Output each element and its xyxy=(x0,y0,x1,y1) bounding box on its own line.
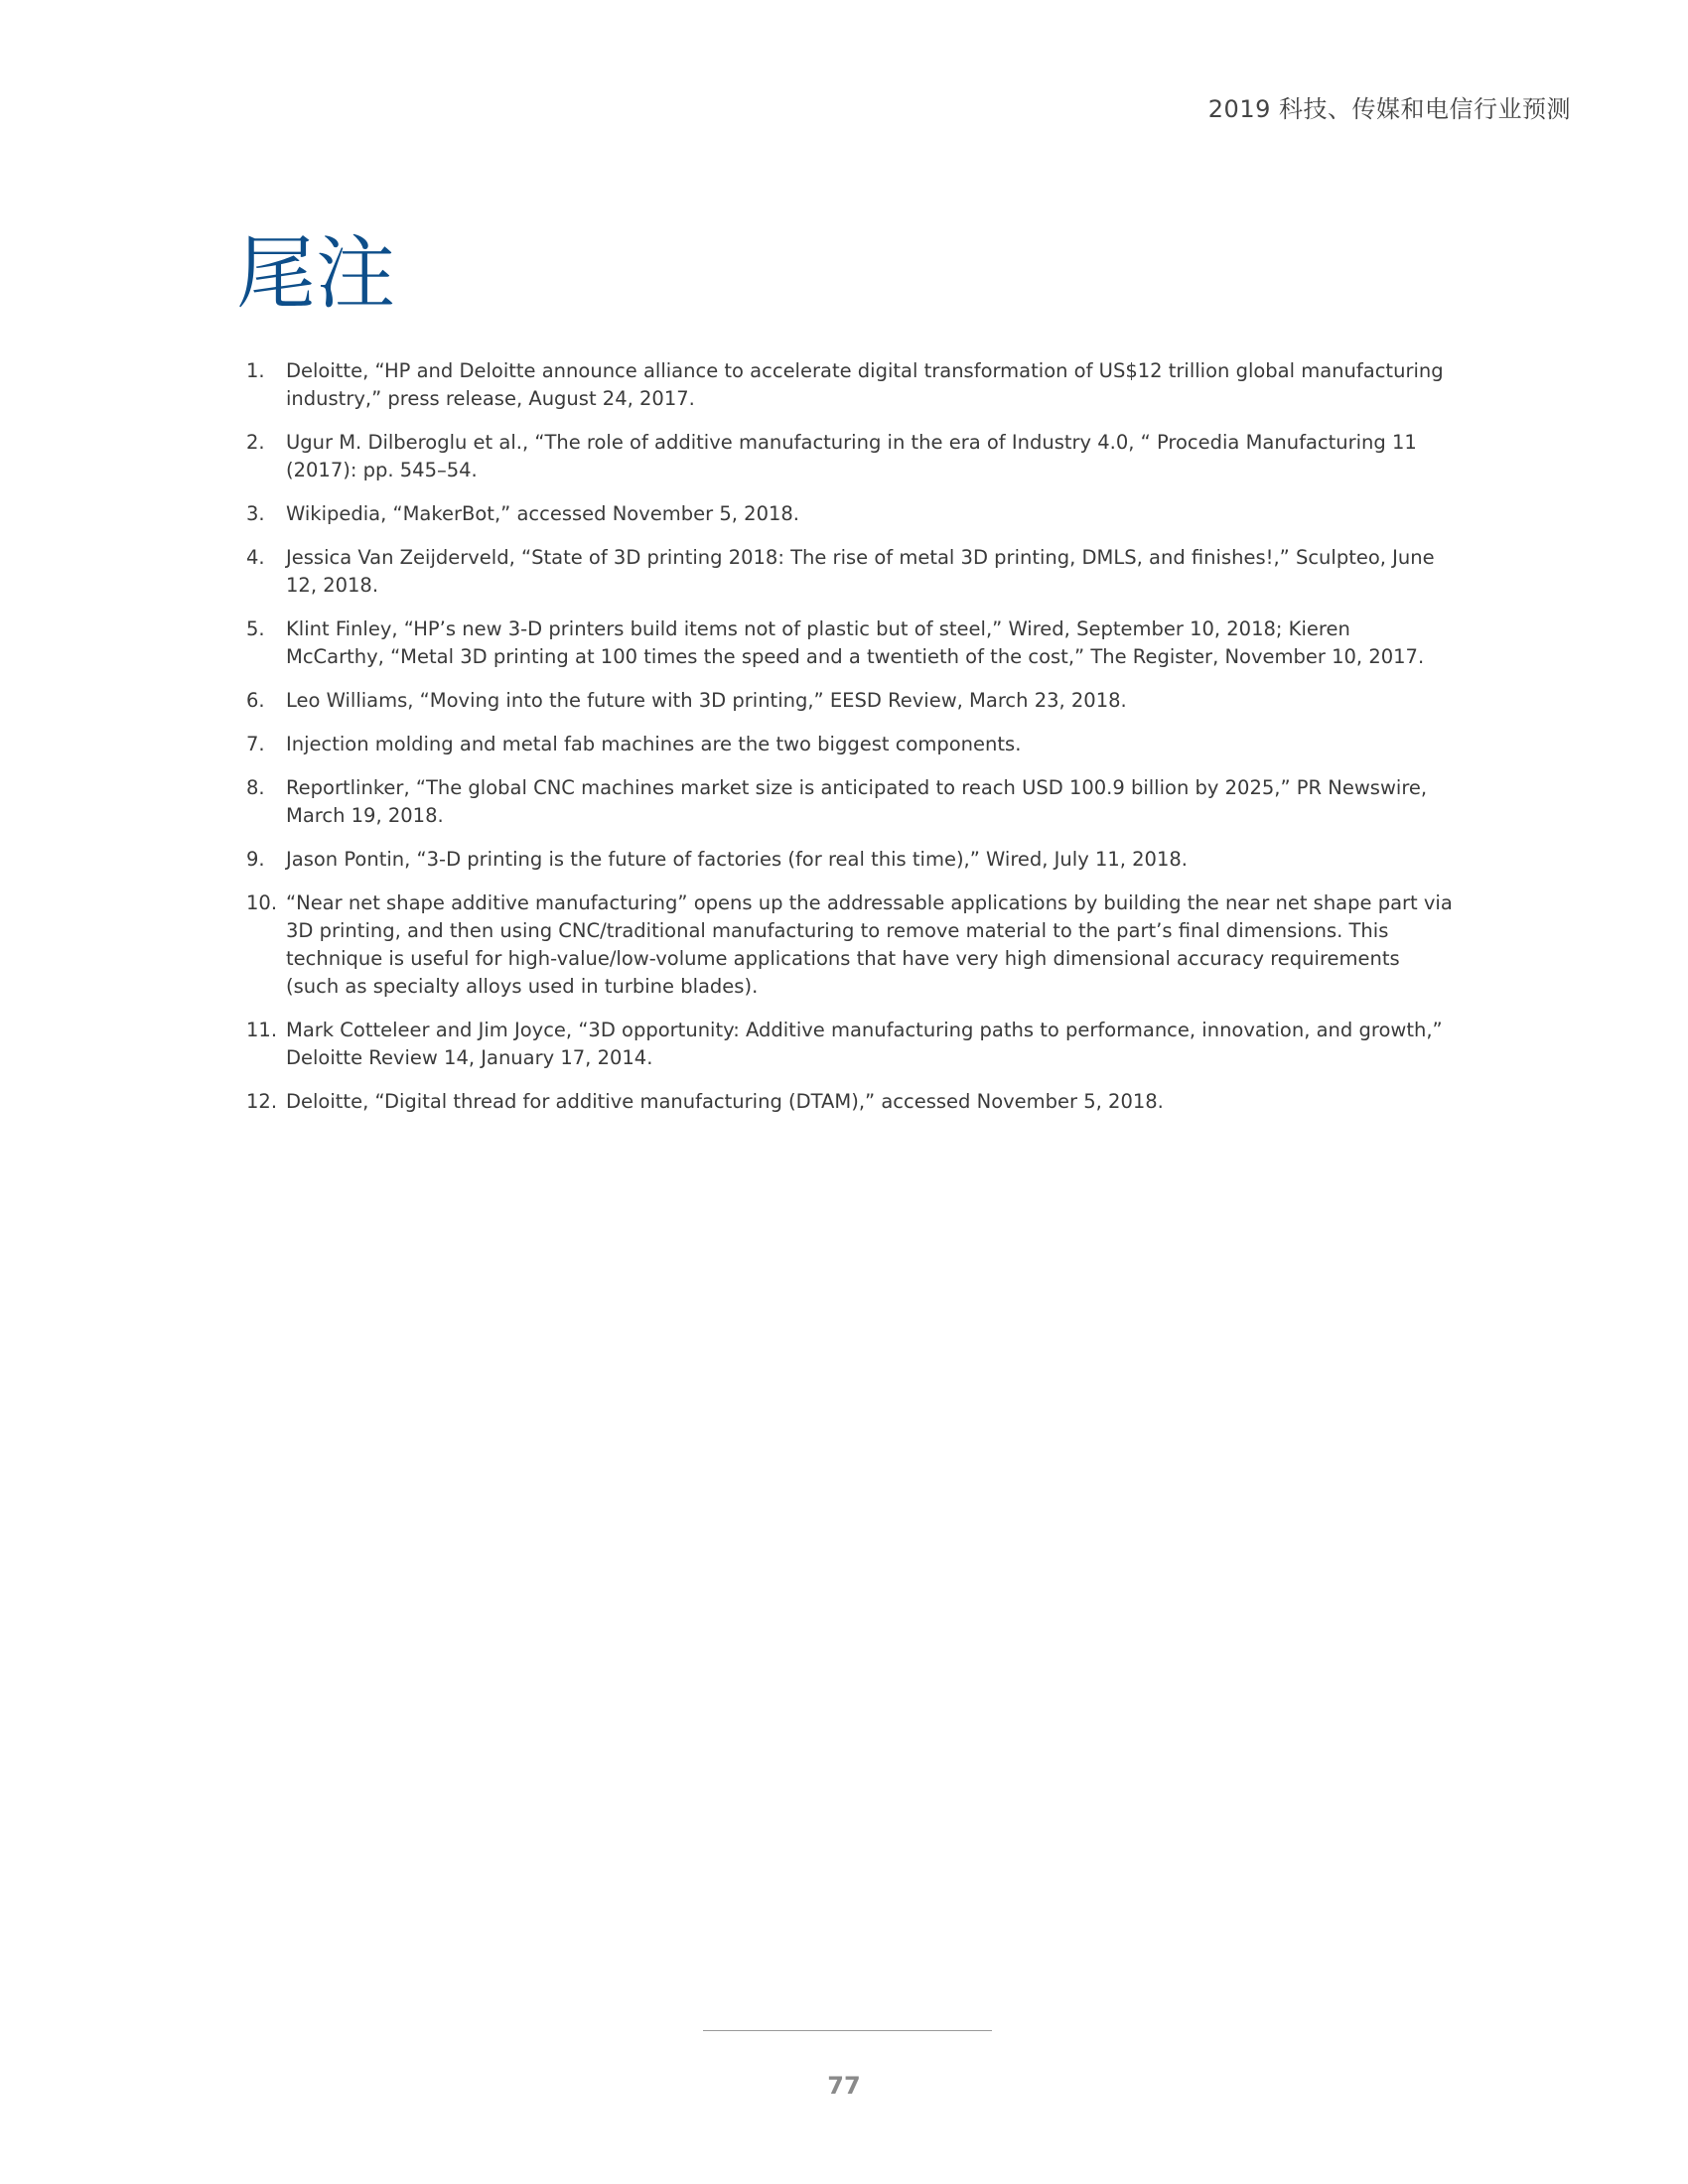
endnote-text: “Near net shape additive manufacturing” opens up the addressable applications by building the near net shape part via 3D printing, and then using CNC/traditional manufacturing to remove material to the part’s final dimensions. This technique is useful for high-value/low-volume applications that have very high dimensional accuracy requirements (such as specialty alloys used in turbine blades). xyxy=(286,891,1453,998)
endnote-item xyxy=(246,544,1453,600)
endnote-number: 4. xyxy=(246,546,265,569)
endnote-text: Reportlinker, “The global CNC machines market size is anticipated to reach USD 100.9 billion by 2025,” PR Newswire, March 19, 2018. xyxy=(286,776,1428,827)
endnote-number: 2. xyxy=(246,431,265,454)
endnote-number: 8. xyxy=(246,776,265,799)
endnote-text: Deloitte, “HP and Deloitte announce alliance to accelerate digital transformation of US$12 trillion global manufacturing industry,” press release, August 24, 2017. xyxy=(286,359,1444,410)
running-header: 2019 科技、传媒和电信行业预测 xyxy=(1207,95,1571,123)
endnote-item xyxy=(246,731,1453,758)
endnote-number: 7. xyxy=(246,733,265,755)
endnote-text: Jessica Van Zeijderveld, “State of 3D printing 2018: The rise of metal 3D printing, DMLS, and finishes!,” Sculpteo, June 12, 2018. xyxy=(286,546,1435,597)
endnote-text: Deloitte, “Digital thread for additive manufacturing (DTAM),” accessed November 5, 2018. xyxy=(286,1090,1164,1113)
endnote-item xyxy=(246,774,1453,830)
endnote-item xyxy=(246,846,1453,874)
endnote-text: Injection molding and metal fab machines are the two biggest components. xyxy=(286,733,1022,755)
endnote-item xyxy=(246,357,1453,413)
endnote-number: 6. xyxy=(246,689,265,712)
endnote-text: Leo Williams, “Moving into the future with 3D printing,” EESD Review, March 23, 2018. xyxy=(286,689,1127,712)
endnote-number: 1. xyxy=(246,359,265,382)
endnote-number: 12. xyxy=(246,1090,278,1113)
page-title: 尾注 xyxy=(236,227,395,320)
endnote-item xyxy=(246,500,1453,528)
endnote-text: Jason Pontin, “3-D printing is the future of factories (for real this time),” Wired, July 11, 2018. xyxy=(286,848,1188,871)
endnote-item xyxy=(246,615,1453,671)
page-number: 77 xyxy=(827,2072,861,2100)
endnote-number: 10. xyxy=(246,891,278,914)
endnote-text: Wikipedia, “MakerBot,” accessed November 5, 2018. xyxy=(286,502,799,525)
endnote-item xyxy=(246,687,1453,715)
endnote-item xyxy=(246,1017,1453,1072)
endnote-item xyxy=(246,889,1453,1001)
endnote-text: Ugur M. Dilberoglu et al., “The role of additive manufacturing in the era of Industry 4.0, “ Procedia Manufacturing 11 (2017): pp. 545–54. xyxy=(286,431,1417,481)
endnote-text: Klint Finley, “HP’s new 3-D printers build items not of plastic but of steel,” Wired, September 10, 2018; Kieren McCarthy, “Metal 3D printing at 100 times the speed and a twentieth of the cost,” The Register, November 10, 2017. xyxy=(286,617,1425,668)
endnotes-list xyxy=(246,357,1453,1132)
endnote-text: Mark Cotteleer and Jim Joyce, “3D opportunity: Additive manufacturing paths to performance, innovation, and growth,” Deloitte Review 14, January 17, 2014. xyxy=(286,1019,1443,1069)
endnote-item xyxy=(246,429,1453,484)
endnote-number: 5. xyxy=(246,617,265,640)
endnote-item xyxy=(246,1088,1453,1116)
endnote-number: 11. xyxy=(246,1019,278,1041)
footer-divider xyxy=(703,2030,992,2031)
endnote-number: 9. xyxy=(246,848,265,871)
endnote-number: 3. xyxy=(246,502,265,525)
